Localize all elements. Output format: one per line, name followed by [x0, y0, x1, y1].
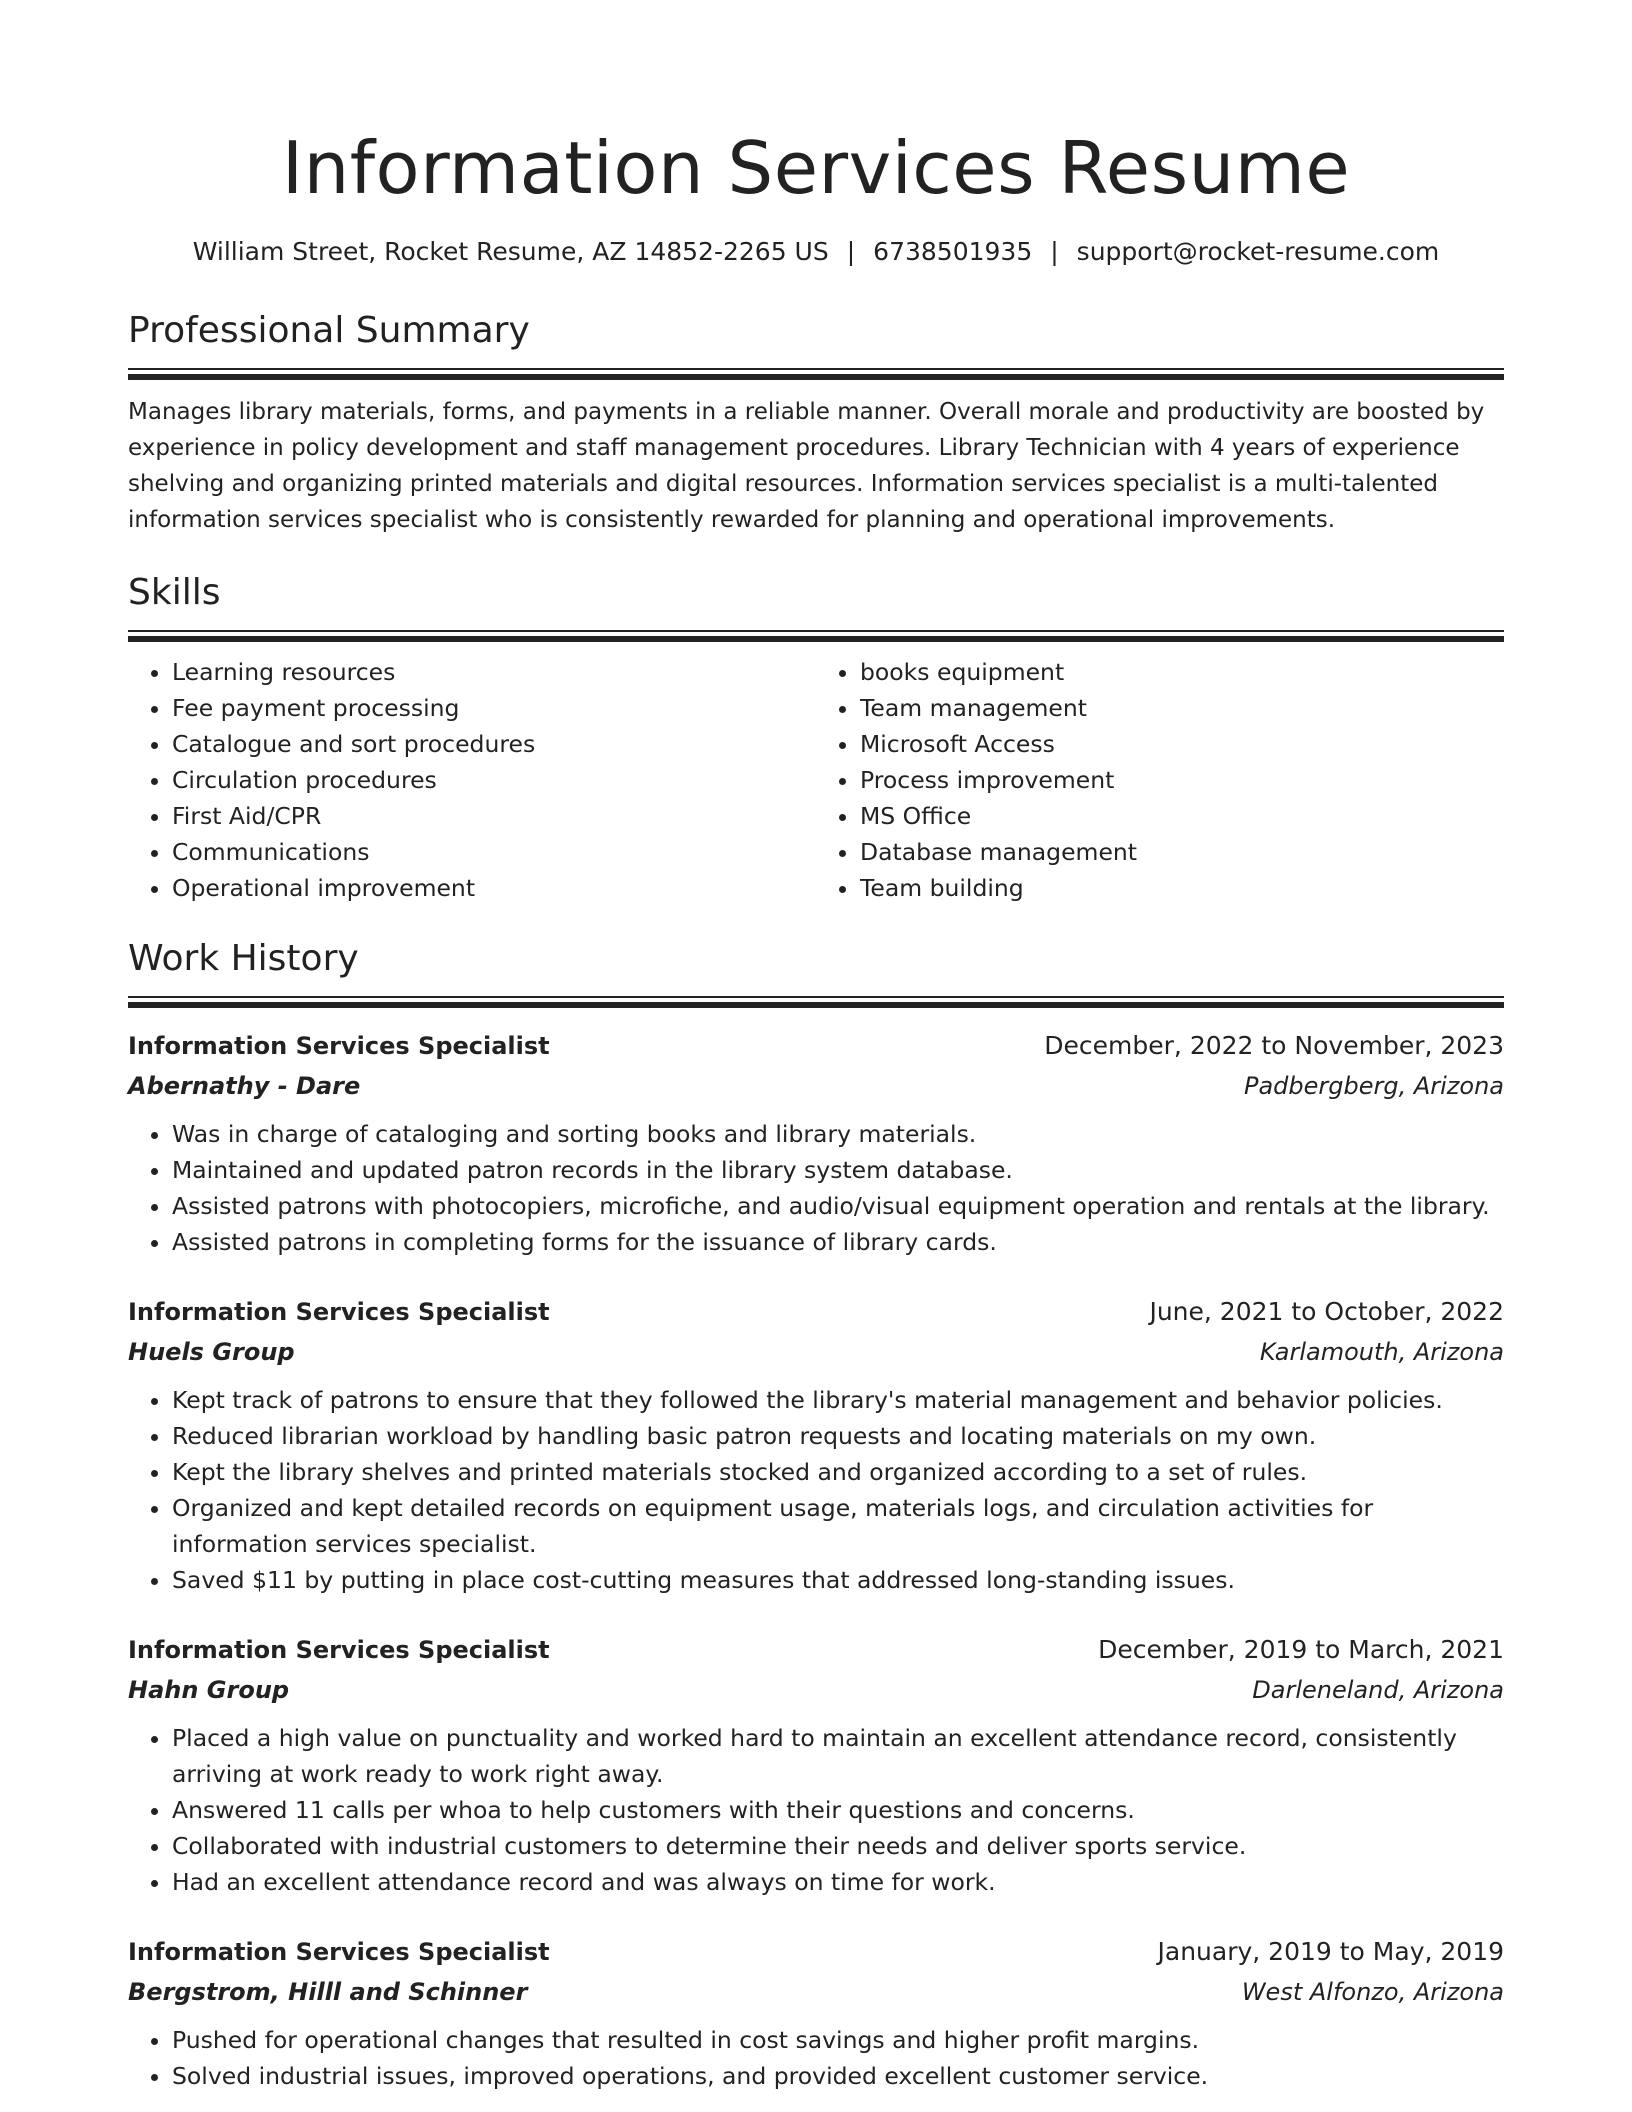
- contact-separator: |: [846, 237, 856, 266]
- contact-line: [128, 234, 1504, 270]
- skill-item: • MS Office: [860, 798, 1504, 834]
- job-location: Padbergberg, Arizona: [1243, 1072, 1504, 1100]
- skill-item: • Communications: [172, 834, 816, 870]
- skill-item: • Circulation procedures: [172, 762, 816, 798]
- job-bullets: [128, 1720, 1504, 1900]
- skills-section: [128, 568, 1504, 906]
- job-dates: December, 2019 to March, 2021: [1098, 1635, 1504, 1664]
- skills-right-list: [816, 654, 1504, 906]
- job-header-row: [128, 1630, 1504, 1670]
- resume-page: [128, 118, 1504, 2094]
- skill-item: • Team management: [860, 690, 1504, 726]
- job-dates: December, 2022 to November, 2023: [1044, 1031, 1504, 1060]
- resume-title: Information Services Resume: [281, 126, 1351, 210]
- job-bullets: [128, 1382, 1504, 1598]
- job-location: Darleneland, Arizona: [1252, 1676, 1504, 1704]
- job-bullet: • Had an excellent attendance record and was always on time for work.: [172, 1864, 1504, 1900]
- summary-heading: Professional Summary: [128, 310, 530, 351]
- job-subheader-row: [128, 1332, 1504, 1372]
- job-bullet: • Pushed for operational changes that resulted in cost savings and higher profit margins.: [172, 2022, 1504, 2058]
- work-history-section: [128, 934, 1504, 2094]
- contact-email: support@rocket-resume.com: [1076, 237, 1440, 266]
- job-dates: June, 2021 to October, 2022: [1149, 1297, 1504, 1326]
- job-company: Abernathy - Dare: [128, 1072, 361, 1100]
- job-subheader-row: [128, 1670, 1504, 1710]
- job-bullet: • Solved industrial issues, improved operations, and provided excellent customer service.: [172, 2058, 1504, 2094]
- contact-separator: |: [1050, 237, 1059, 266]
- skill-item: • Process improvement: [860, 762, 1504, 798]
- job-entry: [128, 1292, 1504, 1598]
- job-entry: [128, 1630, 1504, 1900]
- job-location: Karlamouth, Arizona: [1259, 1338, 1504, 1366]
- job-bullet: • Collaborated with industrial customers to determine their needs and deliver sports service.: [172, 1828, 1504, 1864]
- section-divider: [128, 630, 1504, 642]
- work-history-heading: Work History: [128, 938, 359, 979]
- job-bullet: • Answered 11 calls per whoa to help customers with their questions and concerns.: [172, 1792, 1504, 1828]
- job-header-row: [128, 1026, 1504, 1066]
- job-bullet: • Saved $11 by putting in place cost-cutting measures that addressed long-standing issues.: [172, 1562, 1504, 1598]
- skill-item: • First Aid/CPR: [172, 798, 816, 834]
- skill-item: • Catalogue and sort procedures: [172, 726, 816, 762]
- skill-item: • Operational improvement: [172, 870, 816, 906]
- skills-columns: [128, 654, 1504, 906]
- job-bullet: • Placed a high value on punctuality and worked hard to maintain an excellent attendance record, consistently arriving at work ready to work right away.: [172, 1720, 1504, 1792]
- job-bullet: • Assisted patrons in completing forms for the issuance of library cards.: [172, 1224, 1504, 1260]
- skills-heading: Skills: [128, 572, 221, 613]
- job-subheader-row: [128, 1972, 1504, 2012]
- summary-text: Manages library materials, forms, and payments in a reliable manner. Overall morale and productivity are boosted by experience in policy development and staff management procedures. Library Technician with 4 years of experience shelving and organizing printed materials and digital resources. Information services specialist is a multi-talented information services specialist who is consistently rewarded for planning and operational improvements.: [128, 399, 1485, 533]
- job-header-row: [128, 1932, 1504, 1972]
- job-bullets: [128, 1116, 1504, 1260]
- job-company: Huels Group: [128, 1338, 295, 1366]
- summary-section: [128, 306, 1504, 538]
- job-bullets: [128, 2022, 1504, 2094]
- job-location: West Alfonzo, Arizona: [1241, 1978, 1504, 2006]
- skills-left-list: [128, 654, 816, 906]
- skill-item: • Database management: [860, 834, 1504, 870]
- job-company: Hahn Group: [128, 1676, 290, 1704]
- job-bullet: • Organized and kept detailed records on equipment usage, materials logs, and circulation activities for information services specialist.: [172, 1490, 1504, 1562]
- job-bullet: • Kept track of patrons to ensure that they followed the library's material management and behavior policies.: [172, 1382, 1504, 1418]
- section-divider: [128, 996, 1504, 1008]
- skill-item: • books equipment: [860, 654, 1504, 690]
- job-bullet: • Was in charge of cataloging and sorting books and library materials.: [172, 1116, 1504, 1152]
- job-company: Bergstrom, Hilll and Schinner: [128, 1978, 528, 2006]
- job-subheader-row: [128, 1066, 1504, 1106]
- job-entry: [128, 1026, 1504, 1260]
- job-title: Information Services Specialist: [128, 1938, 550, 1966]
- section-divider: [128, 368, 1504, 380]
- job-title: Information Services Specialist: [128, 1636, 550, 1664]
- job-header-row: [128, 1292, 1504, 1332]
- job-bullet: • Maintained and updated patron records in the library system database.: [172, 1152, 1504, 1188]
- skill-item: • Microsoft Access: [860, 726, 1504, 762]
- skill-item: • Learning resources: [172, 654, 816, 690]
- job-bullet: • Reduced librarian workload by handling basic patron requests and locating materials on my own.: [172, 1418, 1504, 1454]
- job-title: Information Services Specialist: [128, 1032, 550, 1060]
- job-dates: January, 2019 to May, 2019: [1157, 1937, 1504, 1966]
- contact-address: William Street, Rocket Resume, AZ 14852-2265 US: [192, 237, 829, 266]
- job-entry: [128, 1932, 1504, 2094]
- job-title: Information Services Specialist: [128, 1298, 550, 1326]
- skill-item: • Team building: [860, 870, 1504, 906]
- job-bullet: • Assisted patrons with photocopiers, microfiche, and audio/visual equipment operation and rentals at the library.: [172, 1188, 1504, 1224]
- contact-phone: 6738501935: [873, 237, 1033, 266]
- skill-item: • Fee payment processing: [172, 690, 816, 726]
- job-bullet: • Kept the library shelves and printed materials stocked and organized according to a set of rules.: [172, 1454, 1504, 1490]
